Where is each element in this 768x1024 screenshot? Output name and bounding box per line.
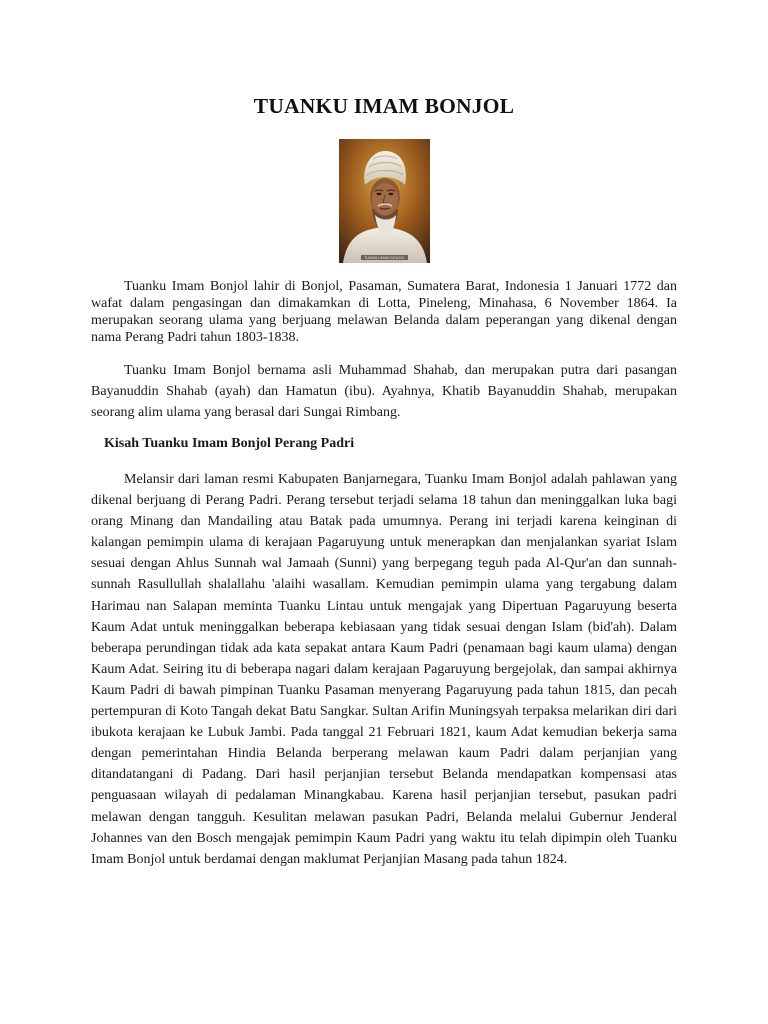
- document-title: TUANKU IMAM BONJOL: [253, 94, 515, 118]
- paragraph-1-text: Tuanku Imam Bonjol lahir di Bonjol, Pasaman, Sumatera Barat, Indonesia 1 Januari 1772 dan wafat dalam pengasingan dan dimakamkan di Lotta, Pineleng, Minahasa, 6 November 1864. Ia merupakan seorang ulama yang berjuang melawan Belanda dalam peperangan yang dikenal dengan nama Perang Padri tahun 1803-1838.: [91, 279, 677, 345]
- paragraph-3: [91, 469, 677, 870]
- section-heading: Kisah Tuanku Imam Bonjol Perang Padri: [104, 436, 355, 451]
- paragraph-2-text: Tuanku Imam Bonjol bernama asli Muhammad Shahab, dan merupakan putra dari pasangan Bayanuddin Shahab (ayah) dan Hamatun (ibu). Ayahnya, Khatib Bayanuddin Shahab, merupakan seorang alim ulama yang berasal dari Sungai Rimbang.: [91, 363, 677, 420]
- portrait-image: [339, 139, 430, 263]
- paragraph-2: [91, 360, 677, 423]
- portrait-caption: TUANKU IMAM BONJOL: [364, 256, 405, 260]
- paragraph-3-text: Melansir dari laman resmi Kabupaten Banjarnegara, Tuanku Imam Bonjol adalah pahlawan yang dikenal berjuang di Perang Padri. Perang tersebut terjadi selama 18 tahun dan meninggalkan luka bagi orang Minang dan Mandailing atau Batak pada umumnya. Perang ini terjadi karena keinginan di kalangan pemimpin ulama di kerajaan Pagaruyung untuk menerapkan dan menjalankan syariat Islam sesuai dengan Ahlus Sunnah wal Jamaah (Sunni) yang berpegang teguh pada Al-Qur'an dan sunnah-sunnah Rasullullah shalallahu 'alaihi wasallam. Kemudian pemimpin ulama yang tergabung dalam Harimau nan Salapan meminta Tuanku Lintau untuk mengajak yang Dipertuan Pagaruyung beserta Kaum Adat untuk meninggalkan beberapa kebiasaan yang tidak sesuai dengan Islam (bid'ah). Dalam beberapa perundingan tidak ada kata sepakat antara Kaum Padri (penamaan bagi kaum ulama) dengan Kaum Adat. Seiring itu di beberapa nagari dalam kerajaan Pagaruyung bergejolak, dan sampai akhirnya Kaum Padri di bawah pimpinan Tuanku Pasaman menyerang Pagaruyung pada tahun 1815, dan pecah pertempuran di Koto Tangah dekat Batu Sangkar. Sultan Arifin Muningsyah terpaksa melarikan diri dari ibukota kerajaan ke Lubuk Jambi. Pada tanggal 21 Februari 1821, kaum Adat kemudian bekerja sama dengan pemerintahan Hindia Belanda berperang melawan kaum Padri dalam perjanjian yang ditandatangani di Padang. Dari hasil perjanjian tersebut Belanda mendapatkan kompensasi atas penguasaan wilayah di pedalaman Minangkabau. Karena hasil perjanjian tersebut, pasukan padri melawan dengan tangguh. Kesulitan melawan pasukan Padri, Belanda melalui Gubernur Jenderal Johannes van den Bosch mengajak pemimpin Kaum Padri yang waktu itu telah dipimpin oleh Tuanku Imam Bonjol untuk berdamai dengan maklumat Perjanjian Masang pada tahun 1824.: [91, 472, 677, 867]
- paragraph-1: [91, 278, 677, 346]
